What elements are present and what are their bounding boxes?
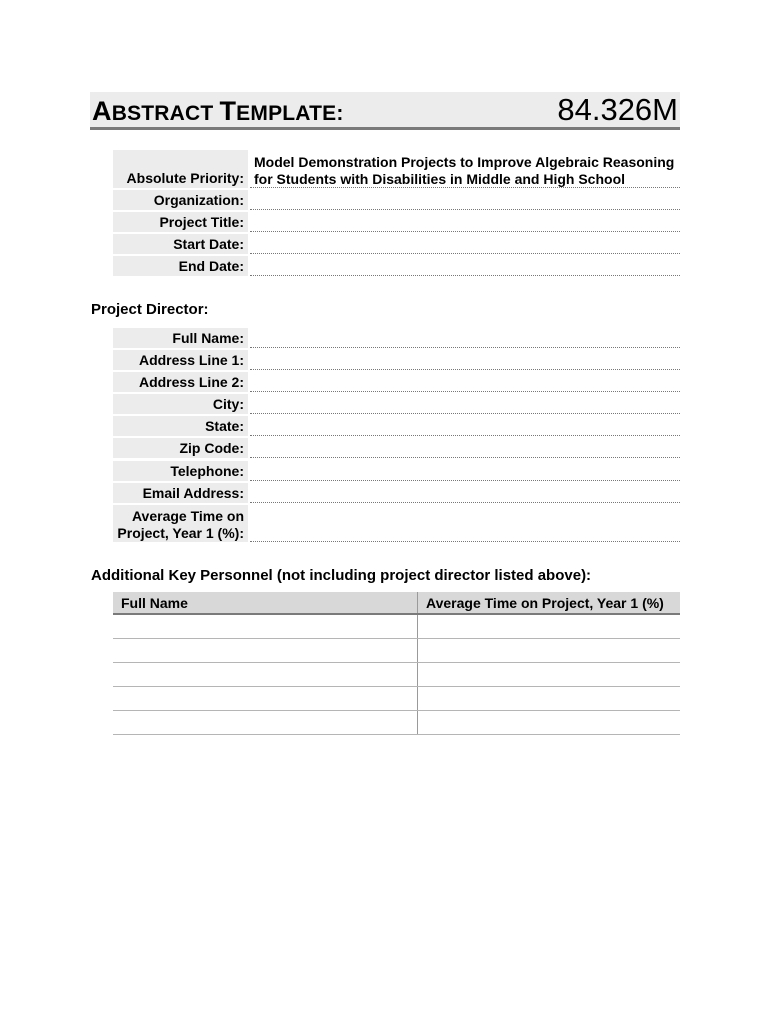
organization-field[interactable]	[250, 190, 680, 210]
table-row	[113, 711, 680, 735]
zip-code-field[interactable]	[250, 438, 680, 458]
table-row	[113, 639, 680, 663]
program-code: 84.326M	[557, 92, 678, 127]
average-time-cell[interactable]	[418, 663, 681, 687]
key-personnel-heading: Additional Key Personnel (not including project director listed above):	[91, 567, 592, 584]
address-line-1-field[interactable]	[250, 350, 680, 370]
state-field[interactable]	[250, 416, 680, 436]
project-title-field[interactable]	[250, 212, 680, 232]
table-row	[113, 687, 680, 711]
average-time-cell[interactable]	[418, 687, 681, 711]
address-line-2-label: Address Line 2:	[113, 372, 248, 392]
table-row	[113, 614, 680, 639]
full-name-cell[interactable]	[113, 614, 418, 639]
average-time-field[interactable]	[250, 505, 680, 542]
table-row	[113, 663, 680, 687]
project-title-label: Project Title:	[113, 212, 248, 232]
zip-code-label: Zip Code:	[113, 438, 248, 458]
email-address-label: Email Address:	[113, 483, 248, 503]
average-time-cell[interactable]	[418, 711, 681, 735]
organization-label: Organization:	[113, 190, 248, 210]
full-name-cell[interactable]	[113, 687, 418, 711]
absolute-priority-value-line1: Model Demonstration Projects to Improve Algebraic Reasoning	[254, 154, 675, 170]
address-line-2-field[interactable]	[250, 372, 680, 392]
end-date-label: End Date:	[113, 256, 248, 276]
average-time-cell[interactable]	[418, 614, 681, 639]
page-title: ABSTRACT TEMPLATE:	[92, 96, 344, 126]
telephone-label: Telephone:	[113, 461, 248, 481]
full-name-field[interactable]	[250, 328, 680, 348]
state-label: State:	[113, 416, 248, 436]
full-name-cell[interactable]	[113, 663, 418, 687]
end-date-field[interactable]	[250, 256, 680, 276]
average-time-cell[interactable]	[418, 639, 681, 663]
column-header-full-name: Full Name	[113, 592, 418, 614]
full-name-label: Full Name:	[113, 328, 248, 348]
email-address-field[interactable]	[250, 483, 680, 503]
absolute-priority-field[interactable]	[250, 150, 680, 188]
column-header-average-time: Average Time on Project, Year 1 (%)	[418, 592, 681, 614]
city-field[interactable]	[250, 394, 680, 414]
start-date-field[interactable]	[250, 234, 680, 254]
project-director-heading: Project Director:	[91, 301, 209, 318]
absolute-priority-label: Absolute Priority:	[113, 150, 248, 188]
average-time-label: Average Time on Project, Year 1 (%):	[113, 505, 248, 542]
header-bar	[90, 92, 680, 130]
address-line-1-label: Address Line 1:	[113, 350, 248, 370]
start-date-label: Start Date:	[113, 234, 248, 254]
key-personnel-table	[113, 592, 680, 735]
absolute-priority-value-line2: for Students with Disabilities in Middle and High School	[254, 171, 626, 187]
telephone-field[interactable]	[250, 461, 680, 481]
table-header-row	[113, 592, 680, 614]
full-name-cell[interactable]	[113, 639, 418, 663]
city-label: City:	[113, 394, 248, 414]
full-name-cell[interactable]	[113, 711, 418, 735]
